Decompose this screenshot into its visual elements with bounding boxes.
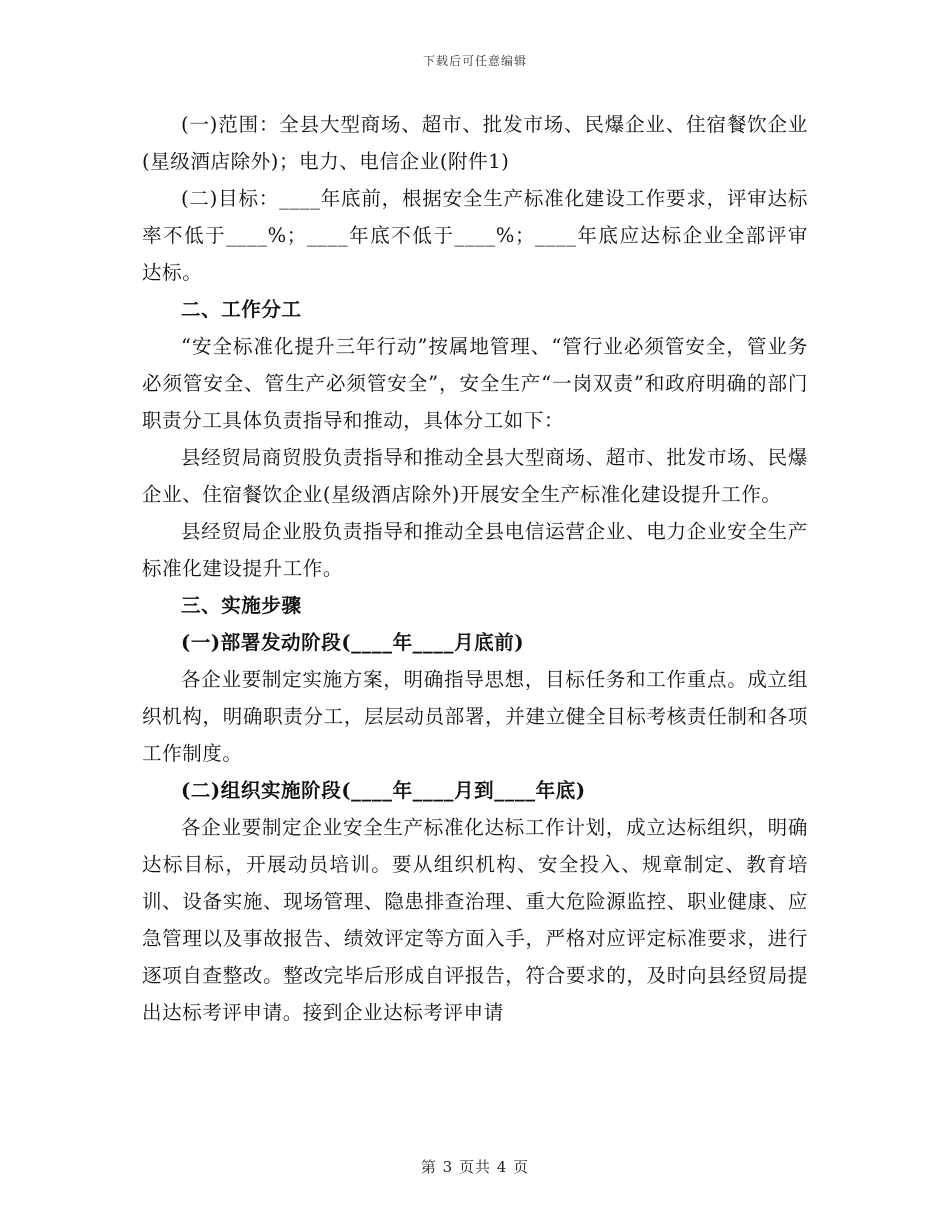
enterprise-division-paragraph: 县经贸局企业股负责指导和推动全县电信运营企业、电力企业安全生产标准化建设提升工作。 [142,520,808,580]
scope-paragraph: (一)范围：全县大型商场、超市、批发市场、民爆企业、住宿餐饮企业(星级酒店除外)；电力、电信企业(附件1) [142,113,808,173]
commerce-division-paragraph: 县经贸局商贸股负责指导和推动全县大型商场、超市、批发市场、民爆企业、住宿餐饮企业(星级酒店除外)开展安全生产标准化建设提升工作。 [142,446,808,506]
section-heading-steps: 三、实施步骤 [181,594,302,617]
stage-heading-implementation: (二)组织实施阶段(____年____月到____年底) [181,779,586,802]
target-paragraph: (二)目标：____年底前，根据安全生产标准化建设工作要求，评审达标率不低于____%；____年底不低于____%；____年底应达标企业全部评审达标。 [142,187,808,284]
section-heading-division: 二、工作分工 [181,298,302,321]
mobilization-paragraph: 各企业要制定实施方案，明确指导思想，目标任务和工作重点。成立组织机构，明确职责分工，层层动员部署，并建立健全目标考核责任制和各项工作制度。 [142,668,808,765]
document-body [142,106,808,1031]
stage-heading-mobilization: (一)部署发动阶段(____年____月底前) [181,631,525,654]
page-footer: 第 3 页共 4 页 [420,1158,530,1176]
page-header: 下载后可任意编辑 [422,54,527,68]
division-intro-paragraph: “安全标准化提升三年行动”按属地管理、“管行业必须管安全，管业务必须管安全、管生产必须管安全”，安全生产“一岗双责”和政府明确的部门职责分工具体负责指导和推动，具体分工如下： [142,335,808,432]
implementation-paragraph: 各企业要制定企业安全生产标准化达标工作计划，成立达标组织，明确达标目标，开展动员培训。要从组织机构、安全投入、规章制定、教育培训、设备实施、现场管理、隐患排查治理、重大危险源监控、职业健康、应急管理以及事故报告、绩效评定等方面入手，严格对应评定标准要求，进行逐项自查整改。整改完毕后形成自评报告，符合要求的，及时向县经贸局提出达标考评申请。接到企业达标考评申请 [142,816,808,1024]
